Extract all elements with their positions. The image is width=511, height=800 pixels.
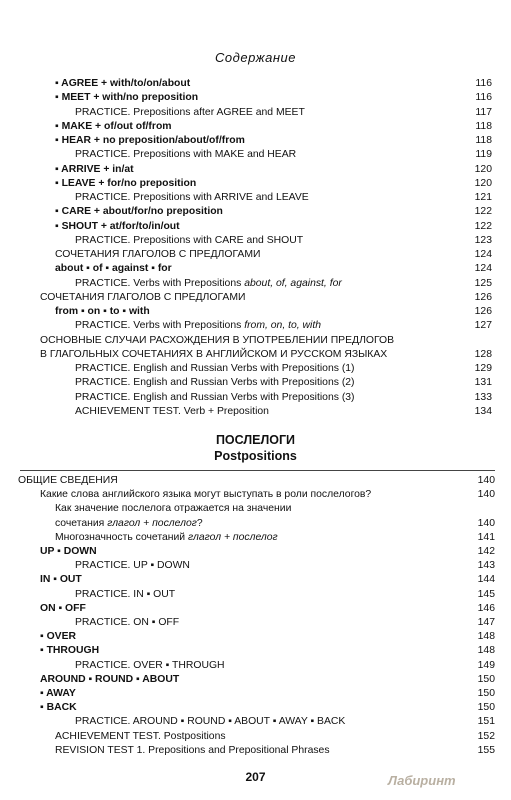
- toc-entry-title: СОЧЕТАНИЯ ГЛАГОЛОВ С ПРЕДЛОГАМИ: [55, 249, 261, 260]
- toc-entry-page: 143: [477, 560, 495, 572]
- toc-entry-page: 148: [477, 631, 495, 643]
- toc-entry-page: 150: [477, 688, 495, 699]
- toc-entry: [0, 559, 495, 573]
- toc-entry-page: 116: [475, 78, 492, 89]
- toc-entry-page: 119: [475, 149, 492, 161]
- toc-entry-title: ▪ MAKE + of/out of/from: [55, 120, 172, 132]
- toc-entry: [0, 191, 492, 205]
- toc-entry-page: 118: [475, 120, 492, 132]
- toc-entry: [0, 573, 495, 587]
- toc-entry-page: 152: [477, 730, 495, 742]
- toc-entry-title: PRACTICE. ON ▪ OFF: [75, 617, 180, 628]
- toc-entry-title: PRACTICE. English and Russian Verbs with Prepositions (3): [75, 391, 355, 403]
- toc-entry: [0, 134, 492, 148]
- toc-entry: [0, 687, 495, 701]
- toc-entry-title: PRACTICE. AROUND ▪ ROUND ▪ ABOUT ▪ AWAY ▪ BACK: [75, 716, 346, 728]
- toc-entry-title: PRACTICE. UP ▪ DOWN: [75, 560, 190, 572]
- toc-entry: [0, 630, 495, 644]
- toc-entry-page: 124: [474, 249, 492, 260]
- toc-entry-title: ▪ AGREE + with/to/on/about: [55, 78, 191, 89]
- toc-entry: [0, 248, 492, 262]
- toc-entry: [0, 277, 492, 291]
- toc-entry-page: 122: [474, 220, 492, 232]
- toc-entry: [0, 488, 495, 502]
- toc-entry-page: 117: [475, 106, 492, 118]
- toc-entry-title: ▪ SHOUT + at/for/to/in/out: [55, 220, 180, 232]
- section-subtitle: Postpositions: [214, 449, 297, 463]
- toc-entry-page: 124: [474, 263, 492, 275]
- toc-entry: [0, 376, 492, 390]
- toc-entry-page: 116: [475, 92, 492, 104]
- toc-entry: [0, 177, 492, 191]
- toc-entry: [0, 730, 495, 744]
- toc-entry: [0, 148, 492, 162]
- page-number: 207: [245, 770, 266, 784]
- toc-entry-title: ACHIEVEMENT TEST. Verb + Preposition: [75, 405, 269, 417]
- toc-entry-title: ACHIEVEMENT TEST. Postpositions: [55, 730, 226, 742]
- toc-entry-page: 142: [477, 546, 495, 557]
- toc-entry: [0, 474, 495, 488]
- toc-entry-page: 150: [477, 702, 495, 714]
- toc-entry-page: 129: [474, 363, 492, 374]
- toc-entry-title: PRACTICE. Prepositions after AGREE and MEET: [75, 106, 305, 118]
- toc-entry: [0, 644, 495, 658]
- toc-entry-title: В ГЛАГОЛЬНЫХ СОЧЕТАНИЯХ В АНГЛИЙСКОМ И РУССКОМ ЯЗЫКАХ: [40, 348, 388, 360]
- toc-entry-page: 155: [477, 744, 495, 756]
- toc-entry-title: PRACTICE. Verbs with Prepositions from, on, to, with: [75, 320, 322, 332]
- toc-entry-title: REVISION TEST 1. Prepositions and Prepositional Phrases: [55, 744, 330, 756]
- toc-entry-page: 144: [477, 574, 495, 586]
- toc-entry-title: ▪ AWAY: [40, 688, 76, 699]
- toc-entry-title: СОЧЕТАНИЯ ГЛАГОЛОВ С ПРЕДЛОГАМИ: [40, 291, 246, 303]
- toc-entry-page: 151: [477, 716, 495, 728]
- toc-entry-title: Многозначность сочетаний глагол + послелог: [55, 531, 278, 543]
- toc-entry-title: ▪ MEET + with/no preposition: [55, 92, 199, 104]
- toc-entry: [0, 120, 492, 134]
- toc-entry-page: 133: [474, 391, 492, 403]
- toc-entry: [0, 391, 492, 405]
- toc-entry: [0, 616, 495, 630]
- toc-entry: [0, 715, 495, 729]
- toc-entry-page: 134: [474, 405, 492, 417]
- toc-entry-page: 120: [474, 163, 492, 175]
- watermark-logo: Лабиринт: [388, 773, 456, 788]
- toc-entry-title: about ▪ of ▪ against ▪ for: [55, 263, 172, 275]
- toc-entry: [0, 531, 495, 545]
- toc-entry: [0, 673, 495, 687]
- toc-entry: [0, 163, 492, 177]
- toc-entry-title: ON ▪ OFF: [40, 602, 86, 614]
- toc-entry-title: PRACTICE. English and Russian Verbs with Prepositions (1): [75, 363, 355, 374]
- toc-entry-page: 149: [477, 659, 495, 671]
- toc-entry-title: PRACTICE. Verbs with Prepositions about, of, against, for: [75, 277, 342, 289]
- toc-entry: [0, 744, 495, 758]
- toc-entry: [0, 91, 492, 105]
- toc-entry: [0, 77, 492, 91]
- toc-entry: [0, 319, 492, 333]
- toc-entry-page: 148: [477, 645, 495, 657]
- toc-entry-page: 126: [474, 306, 492, 317]
- toc-entry-title: ▪ ARRIVE + in/at: [55, 163, 134, 175]
- toc-entry-title: PRACTICE. OVER ▪ THROUGH: [75, 659, 225, 671]
- toc-entry-title: PRACTICE. Prepositions with MAKE and HEAR: [75, 149, 297, 161]
- toc-entry-title: ОСНОВНЫЕ СЛУЧАИ РАСХОЖДЕНИЯ В УПОТРЕБЛЕНИИ ПРЕДЛОГОВ: [40, 334, 395, 346]
- toc-entry-page: 145: [477, 588, 495, 600]
- toc-entry: [0, 262, 492, 276]
- toc-entry-page: 121: [474, 192, 492, 203]
- toc-entry-title: from ▪ on ▪ to ▪ with: [55, 306, 150, 317]
- toc-entry-page: 127: [474, 320, 492, 332]
- toc-entry-page: 147: [477, 617, 495, 628]
- toc-entry: [0, 602, 495, 616]
- toc-entry-page: 128: [474, 348, 492, 360]
- toc-entry-title: ОБЩИЕ СВЕДЕНИЯ: [18, 475, 118, 486]
- toc-entry-title: ▪ BACK: [40, 702, 77, 714]
- toc-entry: [0, 545, 495, 559]
- toc-entry: [0, 362, 492, 376]
- toc-entry-title: UP ▪ DOWN: [40, 546, 97, 557]
- toc-entry-title: ▪ CARE + about/for/no preposition: [55, 206, 223, 218]
- toc-entry-page: 122: [474, 206, 492, 218]
- toc-entry: [0, 106, 492, 120]
- toc-entry-title: ▪ HEAR + no preposition/about/of/from: [55, 135, 245, 146]
- toc-entry: [0, 291, 492, 305]
- toc-entry-page: 140: [477, 475, 495, 486]
- toc-entry-title: PRACTICE. Prepositions with CARE and SHOUT: [75, 234, 304, 246]
- section-divider: [20, 470, 495, 471]
- toc-entry: [0, 701, 495, 715]
- toc-entry: [0, 405, 492, 419]
- toc-entry-page: 150: [477, 673, 495, 685]
- toc-entry-page: 123: [474, 234, 492, 246]
- toc-entry: [0, 502, 495, 516]
- toc-entry-page: 146: [477, 602, 495, 614]
- toc-entry: [0, 205, 492, 219]
- toc-entry: [0, 517, 495, 531]
- toc-entry-page: 125: [474, 277, 492, 289]
- toc-entry: [0, 588, 495, 602]
- toc-entry-title: Как значение послелога отражается на значении: [55, 503, 292, 515]
- toc-entry-page: 131: [474, 377, 492, 389]
- section-title: ПОСЛЕЛОГИ: [215, 433, 296, 447]
- toc-entry: [0, 234, 492, 248]
- toc-entry-page: 120: [474, 177, 492, 189]
- toc-entry-page: 118: [475, 135, 492, 146]
- toc-entry-title: PRACTICE. Prepositions with ARRIVE and LEAVE: [75, 192, 309, 203]
- toc-entry: [0, 334, 492, 348]
- toc-entry-title: ▪ THROUGH: [40, 645, 100, 657]
- toc-entry: [0, 305, 492, 319]
- toc-entry-title: PRACTICE. IN ▪ OUT: [75, 588, 176, 600]
- toc-entry-title: сочетания глагол + послелог?: [55, 517, 203, 529]
- toc-entry-page: 141: [477, 531, 495, 543]
- page-header: Содержание: [215, 50, 296, 65]
- toc-entry-title: ▪ OVER: [40, 631, 77, 643]
- toc-entry-page: 126: [474, 291, 492, 303]
- toc-entry: [0, 220, 492, 234]
- toc-entry-page: 140: [477, 489, 495, 501]
- toc-entry-title: ▪ LEAVE + for/no preposition: [55, 177, 197, 189]
- toc-entry-title: Какие слова английского языка могут выступать в роли послелогов?: [40, 489, 372, 501]
- toc-entry: [0, 659, 495, 673]
- toc-entry: [0, 348, 492, 362]
- toc-entry-title: IN ▪ OUT: [40, 574, 82, 586]
- toc-entry-title: PRACTICE. English and Russian Verbs with Prepositions (2): [75, 377, 355, 389]
- toc-entry-title: AROUND ▪ ROUND ▪ ABOUT: [40, 673, 180, 685]
- toc-entry-page: 140: [477, 517, 495, 529]
